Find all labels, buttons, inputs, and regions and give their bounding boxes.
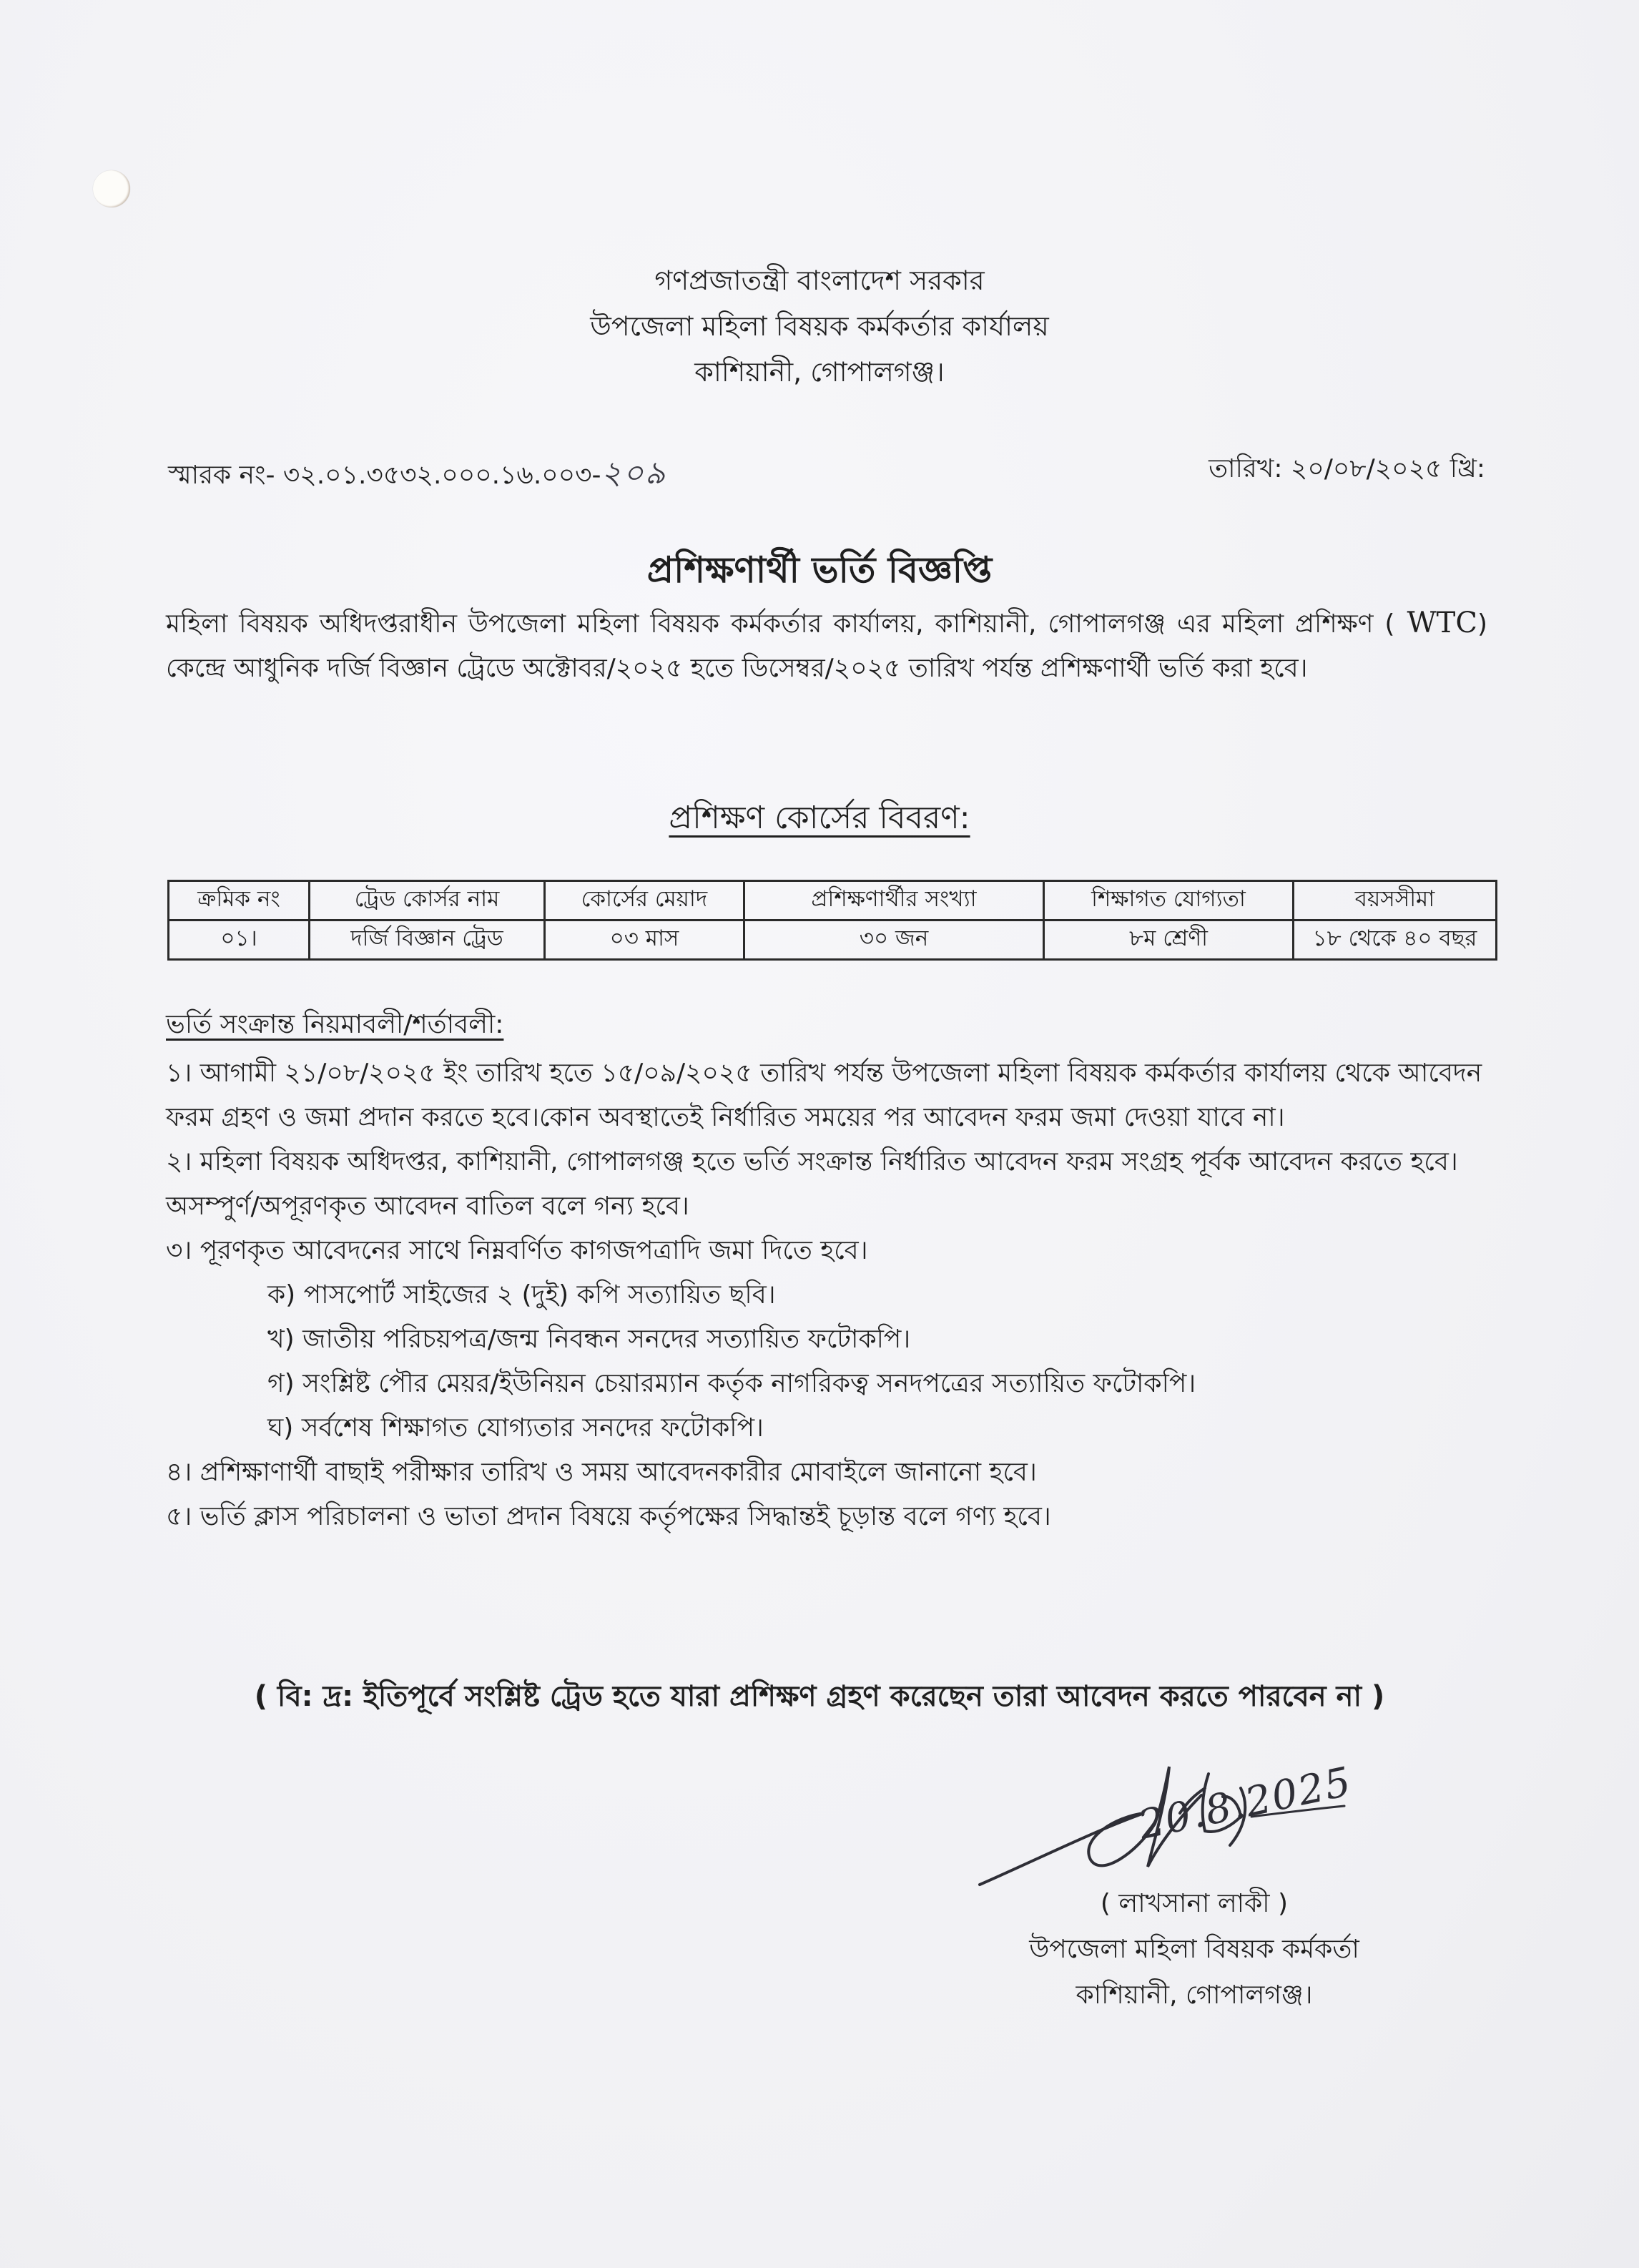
column-header: ক্রমিক নং xyxy=(169,881,310,921)
rules-list xyxy=(166,1051,1496,1539)
course-table xyxy=(167,880,1497,961)
course-heading-text: প্রশিক্ষণ কোর্সের বিবরণ: xyxy=(669,800,970,836)
document-date: তারিখ: ২০/০৮/২০২৫ খ্রি: xyxy=(1209,454,1485,483)
cell-trade-name: দর্জি বিজ্ঞান ট্রেড xyxy=(310,921,545,960)
rules-heading: ভর্তি সংক্রান্ত নিয়মাবলী/শর্তাবলী: xyxy=(166,1010,504,1039)
column-header: প্রশিক্ষণার্থীর সংখ্যা xyxy=(744,881,1044,921)
rule-item: ২। মহিলা বিষয়ক অধিদপ্তর, কাশিয়ানী, গোপালগঞ্জ হতে ভর্তি সংক্রান্ত নির্ধারিত আবেদন ফরম সংগ্রহ পূর্বক আবেদন করতে হবে। অসম্পুর্ণ/অপূরণকৃত আবেদন বাতিল বলে গন্য হবে। xyxy=(166,1147,1458,1221)
cell-qualification: ৮ম শ্রেণী xyxy=(1044,921,1294,960)
memo-number xyxy=(168,449,666,501)
cell-trainee-count: ৩০ জন xyxy=(744,921,1044,960)
column-header: ট্রেড কোর্সর নাম xyxy=(310,881,545,921)
column-header: বয়সসীমা xyxy=(1294,881,1497,921)
rule-sub-item: খ) জাতীয় পরিচয়পত্র/জন্ম নিবন্ধন সনদের সত্যায়িত ফটোকপি। xyxy=(267,1325,911,1354)
course-heading xyxy=(0,794,1639,846)
memo-handwritten-number: ২০৯ xyxy=(601,455,667,491)
letterhead-location: কাশিয়ানী, গোপালগঞ্জ। xyxy=(694,356,945,388)
letterhead-office: উপজেলা মহিলা বিষয়ক কর্মকর্তার কার্যালয় xyxy=(590,310,1049,342)
notice-title: প্রশিক্ষণার্থী ভর্তি বিজ্ঞপ্তি xyxy=(646,549,993,591)
rule-item: ৫। ভর্তি ক্লাস পরিচালনা ও ভাতা প্রদান বিষয়ে কর্তৃপক্ষের সিদ্ধান্তই চূড়ান্ত বলে গণ্য হবে। xyxy=(166,1502,1051,1531)
notice-intro xyxy=(166,601,1487,691)
rule-item: ৪। প্রশিক্ষাণার্থী বাছাই পরীক্ষার তারিখ ও সময় আবেদনকারীর মোবাইলে জানানো হবে। xyxy=(166,1458,1037,1487)
punch-hole xyxy=(93,170,130,207)
intro-wtc: WTC xyxy=(1394,607,1477,639)
intro-text-1: মহিলা বিষয়ক অধিদপ্তরাধীন উপজেলা মহিলা বিষয়ক কর্মকর্তার কার্যালয়, কাশিয়ানী, গোপালগঞ্জ এর মহিলা প্রশিক্ষণ ( xyxy=(166,609,1395,639)
letterhead xyxy=(0,257,1639,395)
special-note: ( বি: দ্র: ইতিপূর্বে সংশ্লিষ্ট ট্রেড হতে যারা প্রশিক্ষণ গ্রহণ করেছেন তারা আবেদন করতে পারবেন না ) xyxy=(254,1680,1385,1713)
signatory-block xyxy=(944,1881,1444,2018)
table-row xyxy=(169,921,1497,960)
column-header: কোর্সের মেয়াদ xyxy=(545,881,744,921)
rule-sub-item: গ) সংশ্লিষ্ট পৌর মেয়র/ইউনিয়ন চেয়ারম্যান কর্তৃক নাগরিকত্ব সনদপত্রের সত্যায়িত ফটোকপি। xyxy=(267,1369,1196,1398)
cell-age-limit: ১৮ থেকে ৪০ বছর xyxy=(1294,921,1497,960)
column-header: শিক্ষাগত যোগ্যতা xyxy=(1044,881,1294,921)
intro-text-2: ) কেন্দ্রে আধুনিক দর্জি বিজ্ঞান ট্রেডে অক্টোবর/২০২৫ হতে ডিসেম্বর/২০২৫ তারিখ পর্যন্ত প্রশিক্ষণার্থী ভর্তি করা হবে। xyxy=(166,609,1487,683)
signatory-location: কাশিয়ানী, গোপালগঞ্জ। xyxy=(1076,1980,1313,2010)
table-header-row xyxy=(169,881,1497,921)
cell-duration: ০৩ মাস xyxy=(545,921,744,960)
letterhead-government: গণপ্রজাতন্ত্রী বাংলাদেশ সরকার xyxy=(654,265,985,296)
rule-item: ৩। পূরণকৃত আবেদনের সাথে নিম্নবর্ণিত কাগজপত্রাদি জমা দিতে হবে। xyxy=(166,1236,868,1265)
cell-serial: ০১। xyxy=(169,921,310,960)
rule-item: ১। আগামী ২১/০৮/২০২৫ ইং তারিখ হতে ১৫/০৯/২০২৫ তারিখ পর্যন্ত উপজেলা মহিলা বিষয়ক কর্মকর্তার কার্যালয় থেকে আবেদন ফরম গ্রহণ ও জমা প্রদান করতে হবে।কোন অবস্থাতেই নির্ধারিত সময়ের পর আবেদন ফরম জমা দেওয়া যাবে না। xyxy=(166,1059,1482,1132)
signature-date: 20.8.2025 xyxy=(1134,1758,1357,1849)
signatory-designation: উপজেলা মহিলা বিষয়ক কর্মকর্তা xyxy=(1029,1935,1359,1964)
memo-label: স্মারক নং- ৩২.০১.৩৫৩২.০০০.১৬.০০৩- xyxy=(168,461,601,490)
rule-sub-item: ঘ) সর্বশেষ শিক্ষাগত যোগ্যতার সনদের ফটোকপি। xyxy=(267,1413,764,1443)
signatory-name: ( লাখসানা লাকী ) xyxy=(1100,1889,1289,1918)
rule-sub-item: ক) পাসপোর্ট সাইজের ২ (দুই) কপি সত্যায়িত ছবি। xyxy=(267,1280,776,1310)
